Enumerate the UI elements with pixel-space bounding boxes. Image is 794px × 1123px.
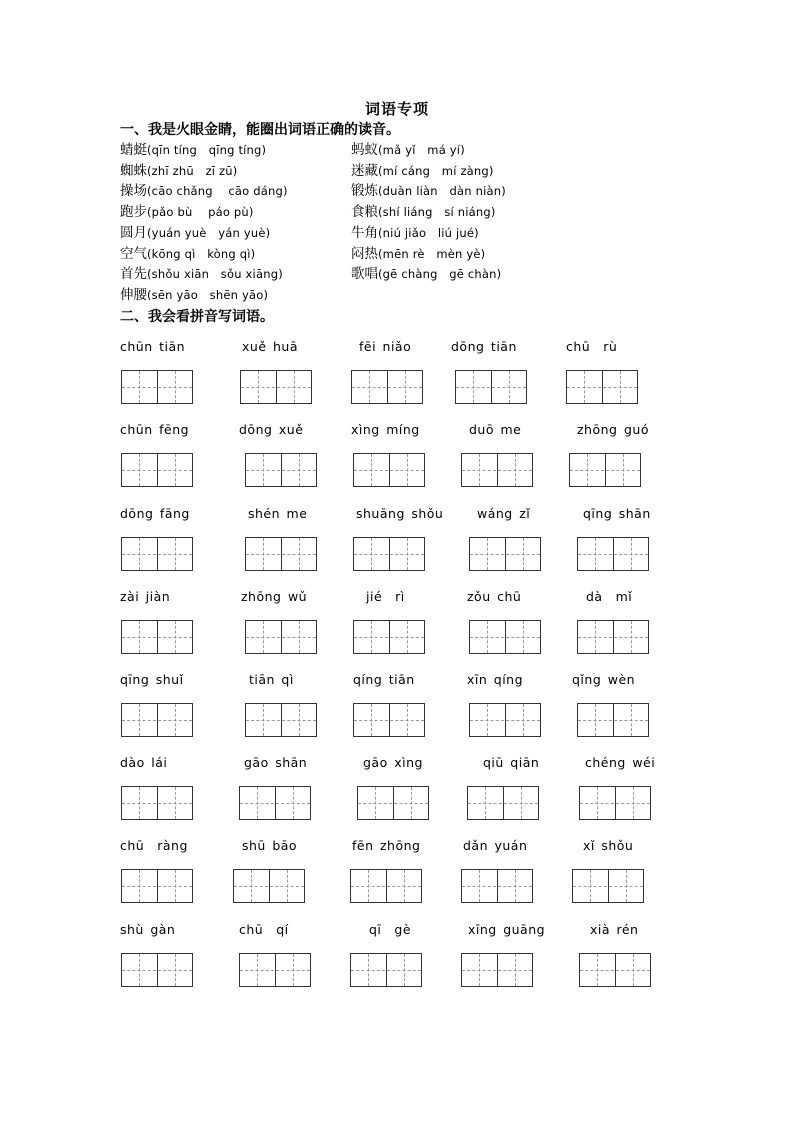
grid-line (479, 454, 480, 486)
pinyin-options[interactable]: (pǎo bù páo pù) (147, 205, 254, 220)
writing-box[interactable] (121, 537, 193, 571)
grid-line (578, 637, 648, 638)
grid-line (246, 554, 316, 555)
grid-line (404, 954, 405, 986)
grid-line (631, 621, 632, 653)
grid-line (597, 787, 598, 819)
pinyin-options[interactable]: (cāo chǎng cāo dáng) (147, 184, 288, 199)
pinyin-label: qiū qiān (483, 755, 540, 770)
pinyin-label: qīng shān (583, 506, 651, 521)
grid-line (358, 803, 428, 804)
grid-line (567, 387, 637, 388)
grid-line (521, 787, 522, 819)
grid-line (371, 538, 372, 570)
pinyin-options[interactable]: (yuán yuè yán yuè) (147, 225, 271, 240)
pinyin-label: qǐng wèn (572, 672, 636, 687)
pinyin-label: xīn qíng (467, 672, 524, 687)
pinyin-options[interactable]: (mí cáng mí zàng) (378, 163, 494, 178)
writing-box[interactable] (121, 703, 193, 737)
grid-line (487, 538, 488, 570)
section2-heading: 二、我会看拼音写词语。 (120, 309, 274, 325)
pinyin-options[interactable]: (shí liáng sí niáng) (378, 205, 496, 220)
grid-line (407, 621, 408, 653)
grid-line (595, 538, 596, 570)
grid-line (122, 387, 192, 388)
pinyin-label: zǒu chū (467, 589, 522, 604)
word: 蚂蚁 (351, 142, 378, 158)
writing-box[interactable] (461, 869, 533, 903)
grid-line (122, 803, 192, 804)
grid-line (369, 371, 370, 403)
pinyin-options[interactable]: (shǒu xiān sǒu xiāng) (147, 267, 283, 282)
pronunciation-item (120, 244, 255, 264)
pinyin-label: qī gè (369, 922, 412, 937)
grid-line (258, 371, 259, 403)
writing-box[interactable] (351, 370, 423, 404)
pinyin-label: shū bāo (242, 838, 298, 853)
grid-line (470, 720, 540, 721)
writing-box[interactable] (455, 370, 527, 404)
grid-line (139, 954, 140, 986)
writing-box[interactable] (461, 453, 533, 487)
grid-line (515, 454, 516, 486)
grid-line (623, 454, 624, 486)
pinyin-label: chū ràng (120, 838, 188, 853)
pronunciation-item (120, 181, 288, 201)
word: 跑步 (120, 204, 147, 221)
grid-line (299, 538, 300, 570)
grid-line (257, 954, 258, 986)
pinyin-options[interactable]: (kōng qì kòng qì) (147, 246, 256, 261)
grid-line (523, 538, 524, 570)
grid-line (587, 454, 588, 486)
grid-line (473, 371, 474, 403)
pinyin-label: chū qí (239, 922, 289, 937)
grid-line (411, 787, 412, 819)
grid-line (175, 538, 176, 570)
pinyin-label: xìng míng (351, 422, 420, 437)
writing-box[interactable] (469, 703, 541, 737)
writing-box[interactable] (469, 620, 541, 654)
pinyin-label: qīng shuǐ (120, 672, 184, 687)
grid-line (462, 886, 532, 887)
grid-line (139, 454, 140, 486)
grid-line (122, 970, 192, 971)
grid-line (633, 954, 634, 986)
grid-line (456, 387, 526, 388)
writing-box[interactable] (566, 370, 638, 404)
writing-box[interactable] (572, 869, 644, 903)
grid-line (509, 371, 510, 403)
grid-line (122, 886, 192, 887)
pinyin-label: tiān qì (249, 672, 294, 687)
pinyin-label: xuě huā (242, 339, 298, 354)
writing-box[interactable] (245, 703, 317, 737)
word: 食粮 (351, 204, 378, 221)
grid-line (299, 704, 300, 736)
pinyin-options[interactable]: (gē chàng gē chàn) (378, 267, 502, 282)
writing-box[interactable] (121, 786, 193, 820)
grid-line (139, 870, 140, 902)
pinyin-label: gāo xìng (363, 755, 423, 770)
grid-line (515, 870, 516, 902)
pinyin-label: shén me (248, 506, 308, 521)
word: 首先 (120, 266, 147, 283)
pinyin-label: chūn tiān (120, 339, 186, 354)
grid-line (407, 704, 408, 736)
grid-line (299, 454, 300, 486)
grid-line (139, 371, 140, 403)
grid-line (175, 704, 176, 736)
pinyin-label: jié rì (366, 589, 405, 604)
grid-line (468, 803, 538, 804)
pinyin-options[interactable]: (niú jiǎo liú jué) (378, 225, 479, 240)
grid-line (257, 787, 258, 819)
grid-line (263, 704, 264, 736)
writing-box[interactable] (353, 537, 425, 571)
pinyin-label: dōng fāng (120, 506, 190, 521)
pronunciation-item (120, 202, 254, 222)
writing-box[interactable] (245, 537, 317, 571)
grid-line (351, 886, 421, 887)
grid-line (139, 704, 140, 736)
grid-line (175, 454, 176, 486)
writing-box[interactable] (121, 620, 193, 654)
writing-box[interactable] (461, 953, 533, 987)
pinyin-label: chū rù (566, 339, 618, 354)
grid-line (122, 720, 192, 721)
grid-line (485, 787, 486, 819)
pronunciation-item (351, 202, 496, 222)
pinyin-label: shù gàn (120, 922, 176, 937)
grid-line (580, 803, 650, 804)
pronunciation-item (120, 161, 237, 181)
grid-line (287, 870, 288, 902)
writing-box[interactable] (579, 786, 651, 820)
grid-line (246, 720, 316, 721)
pinyin-label: zhōng wǔ (241, 589, 308, 604)
pinyin-label: duō me (469, 422, 522, 437)
word: 迷藏 (351, 162, 378, 179)
pinyin-label: shuāng shǒu (356, 506, 444, 521)
pinyin-label: dōng xuě (239, 422, 304, 437)
writing-box[interactable] (245, 620, 317, 654)
writing-box[interactable] (577, 703, 649, 737)
grid-line (354, 720, 424, 721)
grid-line (246, 470, 316, 471)
pronunciation-item (351, 181, 506, 201)
grid-line (620, 371, 621, 403)
grid-line (584, 371, 585, 403)
grid-line (404, 870, 405, 902)
grid-line (523, 704, 524, 736)
grid-line (175, 787, 176, 819)
grid-line (595, 621, 596, 653)
writing-box[interactable] (121, 370, 193, 404)
grid-line (293, 954, 294, 986)
section1-heading: 一、我是火眼金睛，能圈出词语正确的读音。 (120, 122, 400, 138)
grid-line (375, 787, 376, 819)
grid-line (354, 554, 424, 555)
grid-line (573, 886, 643, 887)
grid-line (523, 621, 524, 653)
grid-line (175, 870, 176, 902)
grid-line (631, 538, 632, 570)
pinyin-label: xǐ shǒu (583, 838, 634, 853)
pinyin-label: fēi niǎo (359, 339, 412, 354)
writing-box[interactable] (353, 703, 425, 737)
pinyin-options[interactable]: (sēn yāo shēn yāo) (147, 287, 269, 302)
grid-line (631, 704, 632, 736)
grid-line (368, 870, 369, 902)
pinyin-options[interactable]: (mēn rè mèn yè) (378, 246, 486, 261)
pinyin-options[interactable]: (mǎ yǐ má yí) (378, 143, 465, 157)
word: 牛角 (351, 224, 378, 241)
grid-line (175, 621, 176, 653)
writing-box[interactable] (239, 786, 311, 820)
writing-box[interactable] (121, 869, 193, 903)
writing-box[interactable] (233, 869, 305, 903)
grid-line (294, 371, 295, 403)
grid-line (354, 470, 424, 471)
pronunciation-item (120, 140, 266, 160)
writing-box[interactable] (467, 786, 539, 820)
grid-line (122, 554, 192, 555)
word: 操场 (120, 183, 147, 200)
writing-box[interactable] (239, 953, 311, 987)
pinyin-options[interactable]: (qīn tíng qīng tíng) (147, 143, 267, 157)
pinyin-label: chéng wéi (585, 755, 656, 770)
grid-line (580, 970, 650, 971)
word: 伸腰 (120, 286, 147, 303)
writing-box[interactable] (350, 869, 422, 903)
grid-line (371, 621, 372, 653)
pinyin-label: gāo shān (244, 755, 308, 770)
grid-line (139, 621, 140, 653)
writing-box[interactable] (469, 537, 541, 571)
pinyin-options[interactable]: (zhī zhū zī zū) (147, 163, 238, 178)
grid-line (487, 704, 488, 736)
grid-line (354, 637, 424, 638)
grid-line (251, 870, 252, 902)
pinyin-label: xīng guāng (468, 922, 546, 937)
grid-line (263, 454, 264, 486)
writing-box[interactable] (569, 453, 641, 487)
pinyin-options[interactable]: (duàn liàn dàn niàn) (378, 184, 506, 199)
grid-line (351, 970, 421, 971)
grid-line (175, 954, 176, 986)
word: 圆月 (120, 224, 147, 241)
pinyin-label: chūn fēng (120, 422, 190, 437)
grid-line (371, 454, 372, 486)
pinyin-label: dà mǐ (586, 589, 633, 604)
grid-line (139, 538, 140, 570)
grid-line (263, 538, 264, 570)
grid-line (293, 787, 294, 819)
grid-line (263, 621, 264, 653)
word: 锻炼 (351, 183, 378, 200)
grid-line (515, 954, 516, 986)
grid-line (570, 470, 640, 471)
page-title: 词语专项 (364, 100, 429, 118)
grid-line (139, 787, 140, 819)
writing-box[interactable] (577, 537, 649, 571)
grid-line (487, 621, 488, 653)
writing-box[interactable] (350, 953, 422, 987)
grid-line (241, 387, 311, 388)
grid-line (479, 954, 480, 986)
pinyin-label: dǎn yuán (463, 838, 528, 853)
grid-line (578, 720, 648, 721)
pinyin-label: wáng zǐ (477, 506, 531, 521)
pronunciation-item (120, 285, 268, 305)
grid-line (122, 470, 192, 471)
grid-line (407, 538, 408, 570)
pronunciation-item (351, 223, 479, 243)
pinyin-label: fēn zhōng (352, 838, 421, 853)
pronunciation-item (351, 264, 501, 284)
writing-box[interactable] (121, 453, 193, 487)
writing-box[interactable] (240, 370, 312, 404)
word: 蜘蛛 (120, 162, 147, 179)
pronunciation-item (351, 244, 485, 264)
grid-line (626, 870, 627, 902)
grid-line (240, 803, 310, 804)
pronunciation-item (351, 140, 465, 160)
writing-box[interactable] (577, 620, 649, 654)
word: 空气 (120, 245, 147, 262)
pronunciation-item (120, 223, 270, 243)
grid-line (633, 787, 634, 819)
word: 歌唱 (351, 266, 378, 283)
grid-line (462, 470, 532, 471)
writing-box[interactable] (353, 620, 425, 654)
grid-line (479, 870, 480, 902)
grid-line (240, 970, 310, 971)
pinyin-label: dōng tiān (451, 339, 517, 354)
grid-line (595, 704, 596, 736)
pinyin-label: xià rén (590, 922, 639, 937)
writing-box[interactable] (245, 453, 317, 487)
grid-line (597, 954, 598, 986)
grid-line (234, 886, 304, 887)
grid-line (371, 704, 372, 736)
grid-line (405, 371, 406, 403)
pinyin-label: dào lái (120, 755, 168, 770)
grid-line (470, 637, 540, 638)
pinyin-label: zài jiàn (120, 589, 171, 604)
grid-line (590, 870, 591, 902)
pronunciation-item (351, 161, 494, 181)
grid-line (352, 387, 422, 388)
grid-line (299, 621, 300, 653)
grid-line (578, 554, 648, 555)
writing-box[interactable] (579, 953, 651, 987)
grid-line (462, 970, 532, 971)
pinyin-label: qíng tiān (353, 672, 415, 687)
grid-line (175, 371, 176, 403)
writing-box[interactable] (121, 953, 193, 987)
grid-line (407, 454, 408, 486)
grid-line (246, 637, 316, 638)
grid-line (122, 637, 192, 638)
writing-box[interactable] (353, 453, 425, 487)
word: 蜻蜓 (120, 142, 147, 158)
pronunciation-item (120, 264, 283, 284)
word: 闷热 (351, 245, 378, 262)
grid-line (368, 954, 369, 986)
pinyin-label: zhōng guó (577, 422, 649, 437)
grid-line (470, 554, 540, 555)
writing-box[interactable] (357, 786, 429, 820)
